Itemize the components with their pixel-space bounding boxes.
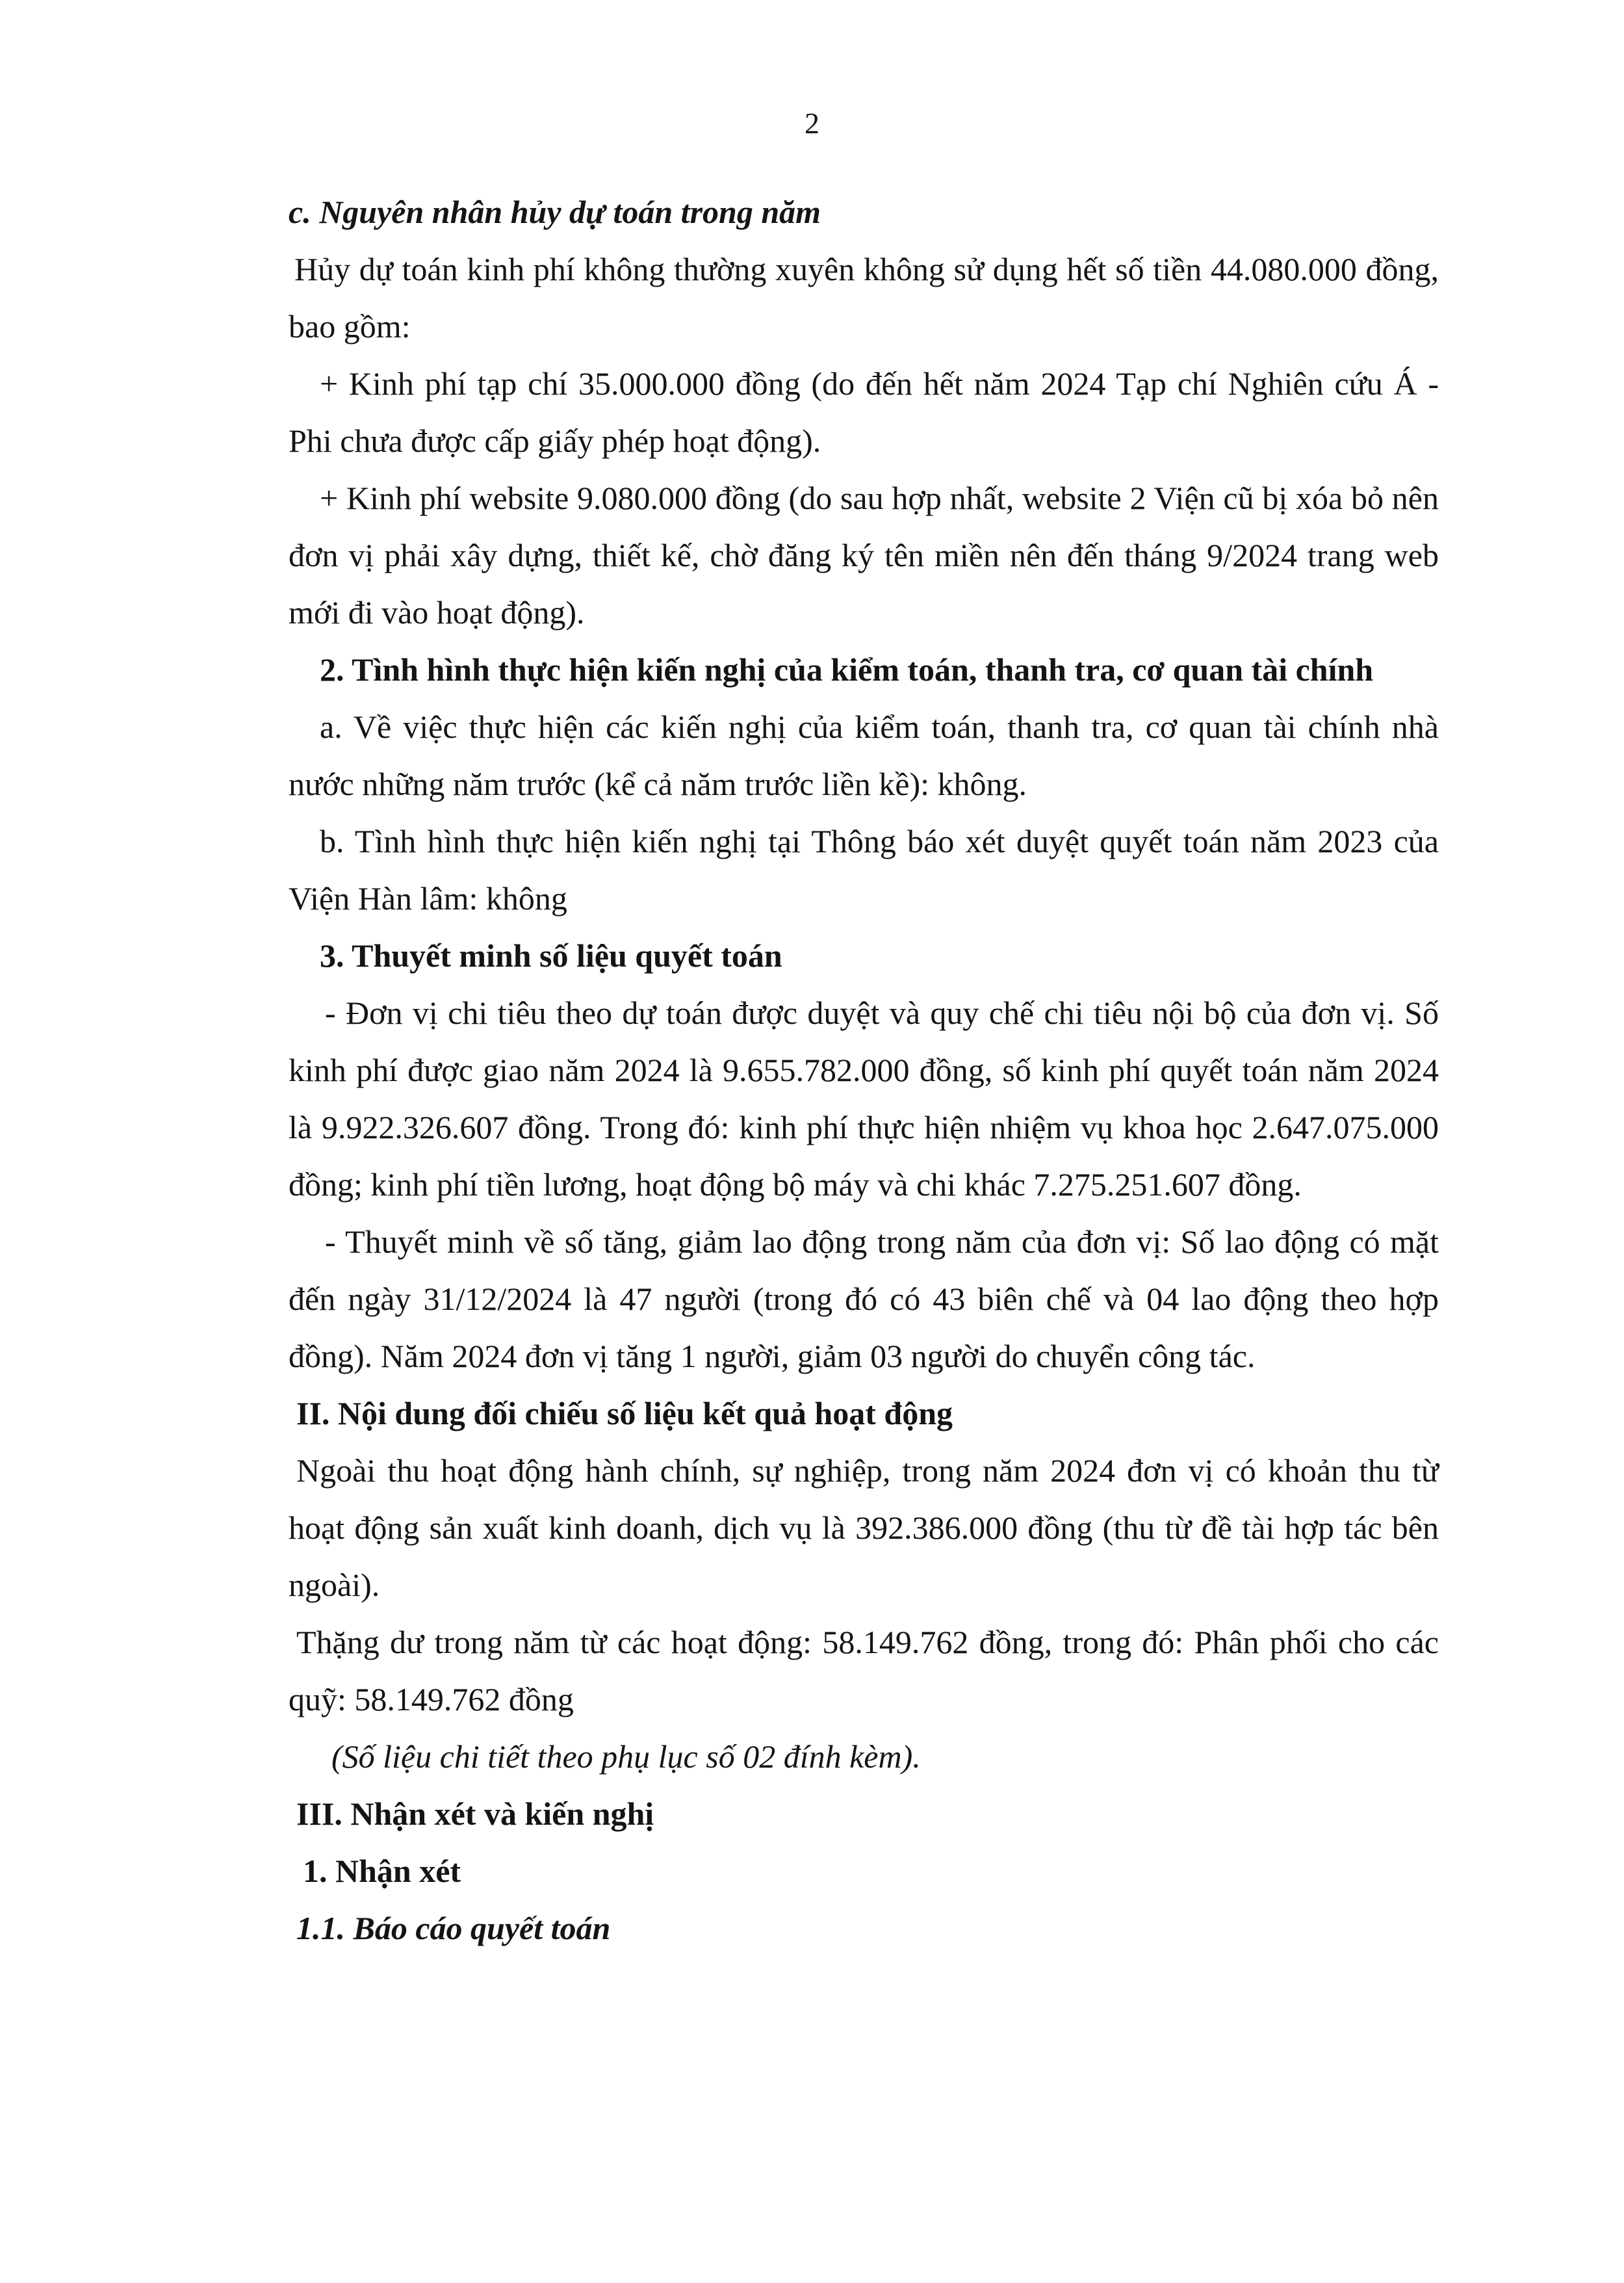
section-II-revenue-paragraph: Ngoài thu hoạt động hành chính, sự nghiệp, trong năm 2024 đơn vị có khoản thu từ hoạt động sản xuất kinh doanh, dịch vụ là 392.386.000 đồng (thu từ đề tài hợp tác bên ngoài). (289, 1452, 1439, 1603)
section-2-item-b: b. Tình hình thực hiện kiến nghị tại Thông báo xét duyệt quyết toán năm 2023 của Viện Hàn lâm: không (289, 823, 1439, 917)
section-3-heading: 3. Thuyết minh số liệu quyết toán (320, 937, 782, 974)
section-II-appendix-note: (Số liệu chi tiết theo phụ lục số 02 đính kèm). (331, 1738, 921, 1775)
page-number: 2 (805, 107, 819, 140)
section-II-surplus-paragraph: Thặng dư trong năm từ các hoạt động: 58.149.762 đồng, trong đó: Phân phối cho các quỹ: 58.149.762 đồng (289, 1624, 1439, 1717)
section-II-heading: II. Nội dung đối chiếu số liệu kết quả hoạt động (296, 1395, 953, 1431)
section-3-staff-paragraph: - Thuyết minh về số tăng, giảm lao động trong năm của đơn vị: Số lao động có mặt đến ngày 31/12/2024 là 47 người (trong đó có 43 biên chế và 04 lao động theo hợp đồng). Năm 2024 đơn vị tăng 1 người, giảm 03 người do chuyển công tác. (289, 1223, 1439, 1374)
section-2-item-a: a. Về việc thực hiện các kiến nghị của kiểm toán, thanh tra, cơ quan tài chính nhà nước những năm trước (kể cả năm trước liền kề): không. (289, 709, 1439, 802)
document-body (289, 183, 1439, 1957)
section-c-item-journal: + Kinh phí tạp chí 35.000.000 đồng (do đến hết năm 2024 Tạp chí Nghiên cứu Á - Phi chưa được cấp giấy phép hoạt động). (289, 365, 1439, 459)
section-c-intro: Hủy dự toán kinh phí không thường xuyên không sử dụng hết số tiền 44.080.000 đồng, bao gồm: (289, 251, 1439, 345)
section-c-item-website: + Kinh phí website 9.080.000 đồng (do sau hợp nhất, website 2 Viện cũ bị xóa bỏ nên đơn vị phải xây dựng, thiết kế, chờ đăng ký tên miền nên đến tháng 9/2024 trang web mới đi vào hoạt động). (289, 480, 1439, 631)
section-2-heading: 2. Tình hình thực hiện kiến nghị của kiểm toán, thanh tra, cơ quan tài chính (320, 651, 1374, 688)
section-III-1-heading: 1. Nhận xét (303, 1853, 461, 1889)
section-III-heading: III. Nhận xét và kiến nghị (296, 1795, 654, 1832)
section-III-1-1-heading: 1.1. Báo cáo quyết toán (296, 1910, 611, 1946)
section-3-budget-paragraph: - Đơn vị chi tiêu theo dự toán được duyệt và quy chế chi tiêu nội bộ của đơn vị. Số kinh phí được giao năm 2024 là 9.655.782.000 đồng, số kinh phí quyết toán năm 2024 là 9.922.326.607 đồng. Trong đó: kinh phí thực hiện nhiệm vụ khoa học 2.647.075.000 đồng; kinh phí tiền lương, hoạt động bộ máy và chi khác 7.275.251.607 đồng. (289, 995, 1439, 1203)
section-c-heading: c. Nguyên nhân hủy dự toán trong năm (289, 194, 821, 230)
